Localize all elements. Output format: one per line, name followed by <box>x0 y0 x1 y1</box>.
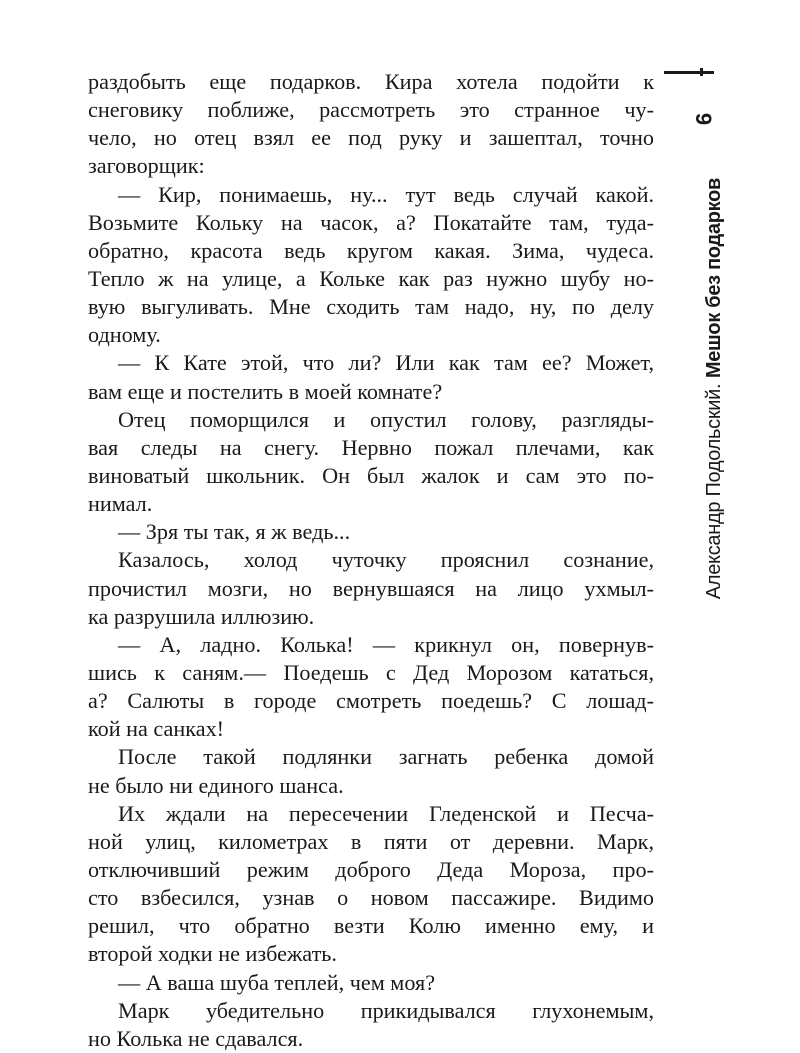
body-text <box>88 68 654 1053</box>
text-line: шись к саням.— Поедешь с Дед Морозом кататься, <box>88 659 654 685</box>
text-line: второй ходки не избежать. <box>88 941 337 967</box>
text-line: виноватый школьник. Он был жалок и сам это по- <box>88 462 654 488</box>
text-line: не было ни единого шанса. <box>88 772 344 798</box>
text-line: снеговику поближе, рассмотреть это странное чу- <box>88 97 654 123</box>
text-line: Марк убедительно прикидывался глухонемым, <box>118 997 654 1023</box>
text-line: кой на санках! <box>88 716 225 742</box>
text-line: отключивший режим доброго Деда Мороза, про- <box>88 856 654 882</box>
text-line: одному. <box>88 322 161 348</box>
text-line: но Колька не сдавался. <box>88 1025 304 1051</box>
text-line: — А ваша шуба теплей, чем моя? <box>118 969 436 995</box>
text-line: сто взбесился, узнав о новом пассажире. Видимо <box>88 885 654 911</box>
text-line: — Зря ты так, я ж ведь... <box>118 519 351 545</box>
text-line: прочистил мозги, но вернувшаяся на лицо ухмыл- <box>88 575 654 601</box>
text-line: Отец поморщился и опустил голову, разгляды- <box>118 406 654 432</box>
header-rule <box>664 71 714 74</box>
running-head-title: Мешок без подарков <box>703 178 725 379</box>
page-number: 9 <box>691 112 716 126</box>
text-line: вую выгуливать. Мне сходить там надо, ну, по делу <box>88 294 654 320</box>
text-line: решил, что обратно везти Колю именно ему, и <box>88 913 654 939</box>
text-line: обратно, красота ведь кругом какая. Зима, чудеса. <box>88 237 654 263</box>
text-line: — Кир, понимаешь, ну... тут ведь случай какой. <box>118 181 654 207</box>
text-line: заговорщик: <box>88 153 205 179</box>
text-line: вая следы на снегу. Нервно пожал плечами, как <box>88 434 654 460</box>
text-line: Возьмите Кольку на часок, а? Покатайте там, туда- <box>88 209 654 235</box>
text-line: После такой подлянки загнать ребенка домой <box>118 744 654 770</box>
text-line: — А, ладно. Колька! — крикнул он, повернув- <box>118 631 654 657</box>
text-line: Тепло ж на улице, а Кольке как раз нужно шубу но- <box>88 265 654 291</box>
text-line: Их ждали на пересечении Гледенской и Песча- <box>118 800 654 826</box>
text-line: ка разрушила иллюзию. <box>88 603 315 629</box>
text-line: вам еще и постелить в моей комнате? <box>88 378 443 404</box>
text-line: раздобыть еще подарков. Кира хотела подойти к <box>88 69 654 94</box>
text-line: Казалось, холод чуточку прояснил сознание, <box>118 547 654 573</box>
text-line: нимал. <box>88 491 153 517</box>
text-line: а? Салюты в городе смотреть поедешь? С лошад- <box>88 688 654 714</box>
text-line: ной улиц, километрах в пяти от деревни. Марк, <box>88 828 654 854</box>
text-line: чело, но отец взял ее под руку и зашептал, точно <box>88 125 654 151</box>
text-line: — К Кате этой, что ли? Или как там ее? Может, <box>118 350 654 376</box>
running-head-author: Александр Подольский. <box>703 383 725 600</box>
running-head <box>703 178 726 638</box>
